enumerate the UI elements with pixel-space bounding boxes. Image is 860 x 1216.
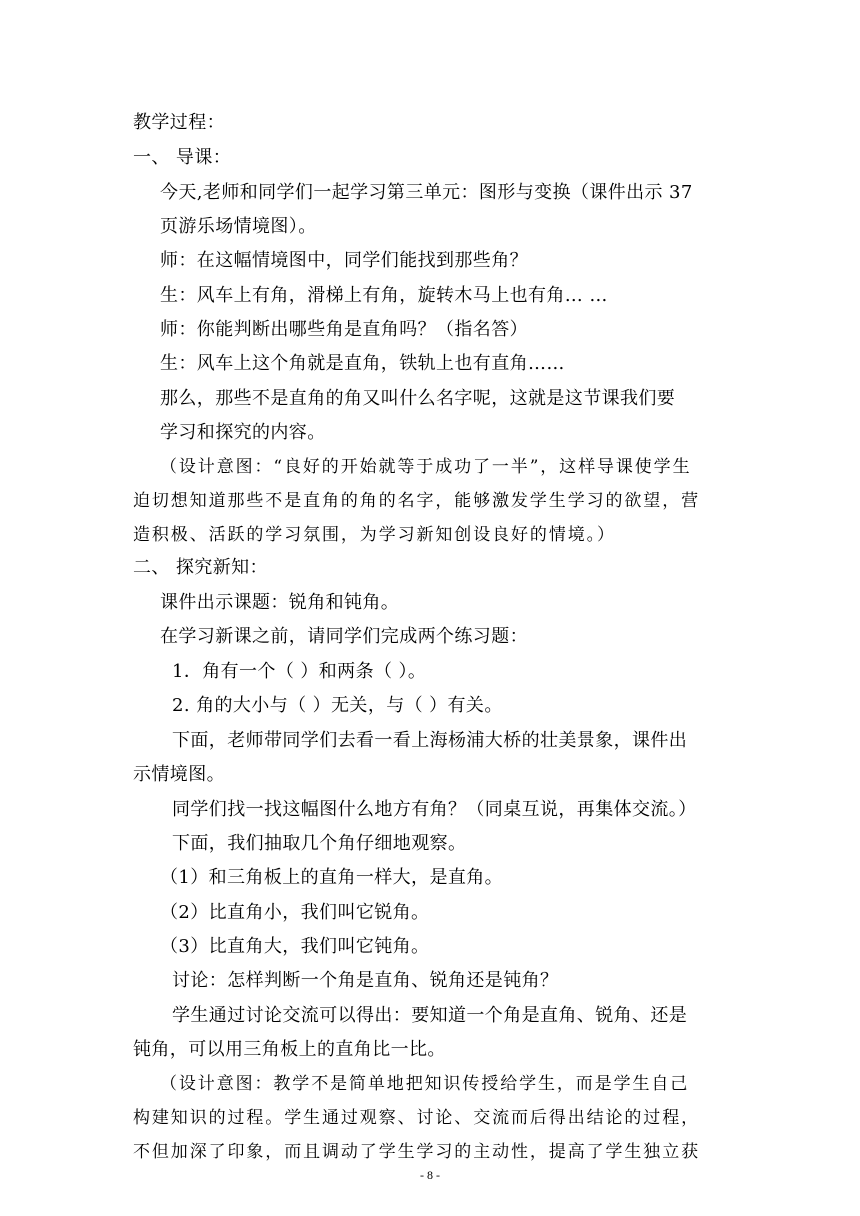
subsection-heading-intro: 一、 导课：: [133, 147, 232, 168]
paragraph-line: 学生通过讨论交流可以得出：要知道一个角是直角、锐角、还是: [172, 1005, 688, 1026]
dialogue-line: 师：你能判断出哪些角是直角吗？（指名答）: [160, 319, 528, 340]
page-number: - 8 -: [420, 1168, 440, 1182]
paragraph-line: 同学们找一找这幅图什么地方有角？（同桌互说，再集体交流。）: [172, 799, 697, 820]
dialogue-line: 师：在这幅情境图中，同学们能找到那些角？: [160, 250, 528, 271]
paragraph-line: 页游乐场情境图）。: [160, 216, 317, 237]
list-item: （1）和三角板上的直角一样大，是直角。: [160, 867, 504, 888]
paragraph-line: 学习和探究的内容。: [160, 422, 326, 443]
paragraph-line: 下面，老师带同学们去看一看上海杨浦大桥的壮美景象，课件出: [172, 730, 688, 751]
exercise-line: 1．角有一个（ ）和两条（ ）。: [172, 661, 427, 682]
paragraph-line: 那么，那些不是直角的角又叫什么名字呢，这就是这节课我们要: [160, 388, 676, 409]
paragraph-line: 在学习新课之前，请同学们完成两个练习题：: [160, 626, 528, 647]
design-note-line: 不但加深了印象，而且调动了学生学习的主动性，提高了学生独立获: [133, 1142, 700, 1162]
subsection-heading-explore: 二、 探究新知：: [133, 557, 268, 578]
design-note-line: 造积极、活跃的学习氛围，为学习新知创设良好的情境。）: [133, 525, 616, 545]
list-item: （2）比直角小，我们叫它锐角。: [160, 902, 430, 923]
design-note-line: 构建知识的过程。学生通过观察、讨论、交流而后得出结论的过程，: [133, 1108, 700, 1128]
paragraph-line: 课件出示课题：锐角和钝角。: [160, 592, 400, 613]
paragraph-line: 讨论：怎样判断一个角是直角、锐角还是钝角？: [172, 970, 559, 991]
paragraph-line: 示情境图。: [133, 764, 225, 785]
design-note-line: （设计意图：教学不是简单地把知识传授给学生，而是学生自己: [160, 1074, 690, 1094]
paragraph-line: 钝角，可以用三角板上的直角比一比。: [133, 1039, 446, 1060]
list-item: （3）比直角大，我们叫它钝角。: [160, 936, 430, 957]
design-note-line: （设计意图：“良好的开始就等于成功了一半”，这样导课使学生: [160, 457, 692, 477]
section-heading: 教学过程：: [133, 112, 225, 133]
design-note-line: 迫切想知道那些不是直角的角的名字，能够激发学生学习的欲望，营: [133, 491, 700, 511]
dialogue-line: 生：风车上有角，滑梯上有角，旋转木马上也有角… …: [160, 285, 608, 306]
exercise-line: 2. 角的大小与（ ）无关，与（ ）有关。: [172, 695, 503, 716]
paragraph-line: 下面，我们抽取几个角仔细地观察。: [172, 833, 467, 854]
dialogue-line: 生：风车上这个角就是直角，铁轨上也有直角……: [160, 353, 565, 374]
paragraph-line: 今天,老师和同学们一起学习第三单元：图形与变换（课件出示 37: [160, 182, 693, 203]
